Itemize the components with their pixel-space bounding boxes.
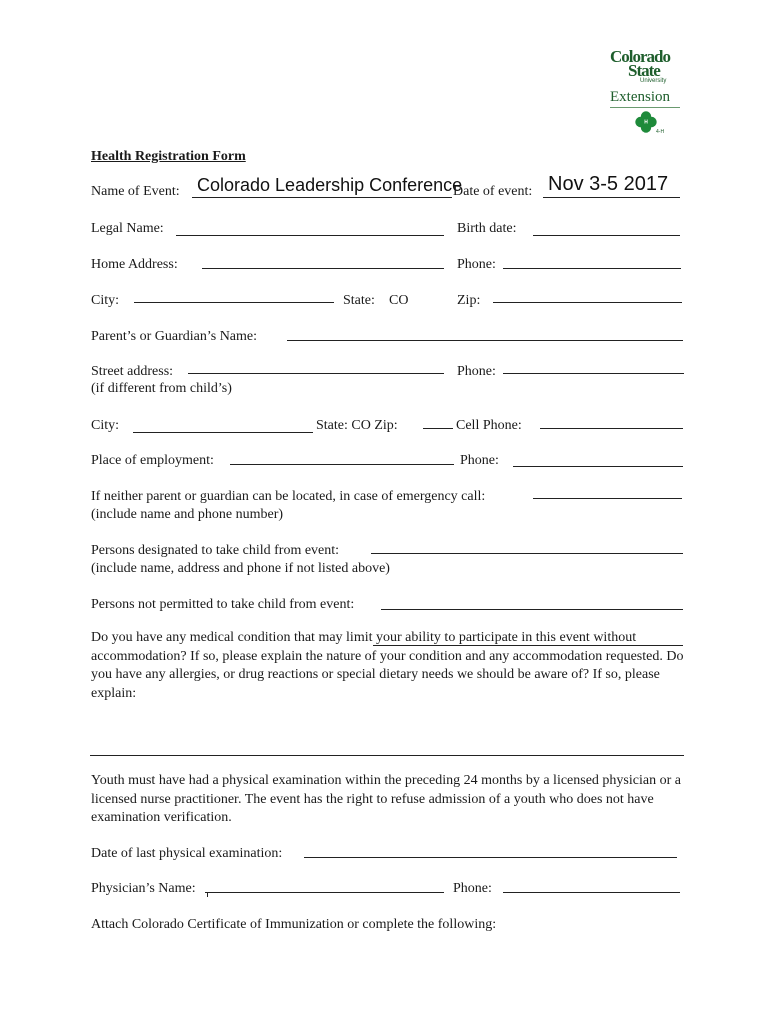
city-label: City: (91, 293, 120, 308)
emergency-note: (include name and phone number) (91, 507, 284, 522)
guardian-state-zip-label: State: CO Zip: (316, 418, 398, 433)
designated-note: (include name, address and phone if not listed above) (91, 561, 390, 576)
zip-field[interactable] (493, 302, 682, 303)
last-physical-label: Date of last physical examination: (91, 846, 283, 861)
guardian-name-label: Parent’s or Guardian’s Name: (91, 329, 258, 344)
four-leaf-clover-icon (634, 110, 658, 134)
last-physical-field[interactable] (304, 857, 677, 858)
street-address-note: (if different from child’s) (91, 381, 232, 396)
guardian-zip-field[interactable] (423, 428, 453, 429)
legal-name-field[interactable] (176, 235, 444, 236)
guardian-phone-label: Phone: (457, 364, 496, 379)
immunization-label: Attach Colorado Certificate of Immunization or complete the following: (91, 917, 497, 932)
medical-question-underline (373, 645, 683, 646)
guardian-name-field[interactable] (287, 340, 683, 341)
form-title: Health Registration Form (91, 149, 246, 164)
medical-question: Do you have any medical condition that may limit your ability to participate in this event without accommodation? If so, please explain the nature of your condition and any accommodation requested. Do you have any allergies, or drug reactions or special dietary needs we should be aware of? If so, please explain: (91, 630, 684, 701)
guardian-city-label: City: (91, 418, 120, 433)
guardian-phone-field[interactable] (503, 373, 684, 374)
zip-label: Zip: (457, 293, 481, 308)
csu-extension-logo (606, 48, 686, 143)
event-name-label: Name of Event: (91, 184, 180, 199)
home-address-field[interactable] (202, 268, 444, 269)
not-permitted-label: Persons not permitted to take child from event: (91, 597, 355, 612)
physical-exam-notice: Youth must have had a physical examination within the preceding 24 months by a licensed physician or a licensed nurse practitioner. The event has the right to refuse admission of a youth who does not have examination verification. (91, 773, 681, 825)
legal-name-label: Legal Name: (91, 221, 164, 236)
home-address-label: Home Address: (91, 257, 178, 272)
svg-text:H: H (644, 119, 648, 126)
street-address-label: Street address: (91, 364, 174, 379)
physician-phone-label: Phone: (453, 881, 492, 896)
home-phone-field[interactable] (503, 268, 681, 269)
employment-phone-label: Phone: (460, 453, 499, 468)
birth-date-field[interactable] (533, 235, 680, 236)
cell-phone-label: Cell Phone: (456, 418, 522, 433)
employment-label: Place of employment: (91, 453, 214, 468)
employment-phone-field[interactable] (513, 466, 683, 467)
physician-name-field[interactable] (205, 892, 444, 893)
not-permitted-field[interactable] (381, 609, 683, 610)
logo-extension-underline (610, 107, 680, 108)
logo-4h-mark: 4-H (656, 129, 665, 135)
street-address-field[interactable] (188, 373, 444, 374)
designated-field[interactable] (371, 553, 683, 554)
physician-name-label: Physician’s Name: (91, 881, 196, 896)
state-value: CO (389, 293, 409, 308)
event-name-line (192, 197, 452, 198)
emergency-field[interactable] (533, 498, 682, 499)
event-date-value[interactable]: Nov 3-5 2017 (548, 173, 669, 195)
home-phone-label: Phone: (457, 257, 496, 272)
physician-field-tick (207, 892, 208, 897)
event-date-line (543, 197, 680, 198)
employment-field[interactable] (230, 464, 454, 465)
designated-label: Persons designated to take child from event: (91, 543, 340, 558)
physician-phone-field[interactable] (503, 892, 680, 893)
logo-line-colorado: Colorado (610, 47, 670, 66)
event-name-value[interactable]: Colorado Leadership Conference (197, 175, 463, 195)
medical-answer-field[interactable] (90, 755, 684, 756)
state-label: State: (343, 293, 375, 308)
birth-date-label: Birth date: (457, 221, 517, 236)
city-field[interactable] (134, 302, 334, 303)
guardian-city-field[interactable] (133, 432, 313, 433)
logo-line-university: University (640, 78, 667, 84)
logo-line-state: State (628, 61, 660, 80)
cell-phone-field[interactable] (540, 428, 683, 429)
event-date-label: Date of event: (453, 184, 533, 199)
logo-extension: Extension (610, 89, 670, 105)
emergency-label: If neither parent or guardian can be located, in case of emergency call: (91, 489, 486, 504)
